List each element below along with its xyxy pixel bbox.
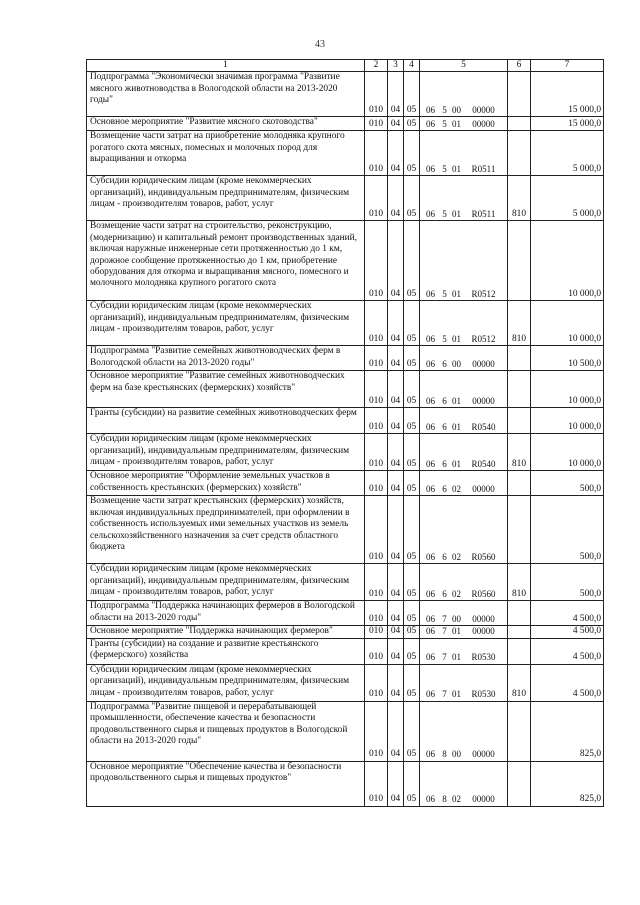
code-part: 00000 <box>472 359 495 369</box>
subsection-code: 05 <box>404 761 420 806</box>
code-part: 7 <box>442 689 447 700</box>
table-row <box>87 638 604 664</box>
target-article-code <box>420 701 508 761</box>
target-article-code <box>420 72 508 117</box>
row-description: Гранты (субсидии) на развитие семейных животноводческих ферм <box>87 408 365 434</box>
subsection-code: 05 <box>404 701 420 761</box>
code-part: 6 <box>442 589 447 599</box>
code-part: 00000 <box>472 626 495 637</box>
code-part: 7 <box>442 652 447 663</box>
code-part: 01 <box>452 396 461 406</box>
code-part: 06 <box>426 334 435 344</box>
section-code: 04 <box>388 761 404 806</box>
ministry-code: 010 <box>365 601 388 626</box>
code-part: 6 <box>442 552 447 562</box>
row-description: Основное мероприятие "Поддержка начинающих фермеров" <box>87 626 365 638</box>
row-description: Субсидии юридическим лицам (кроме некоммерческих организаций), индивидуальным предпринимателям, физическим лицам - производителям товаров, работ, услуг <box>87 564 365 601</box>
code-part: R0560 <box>471 552 496 562</box>
expense-type-code <box>508 626 531 638</box>
code-part: 01 <box>452 334 461 344</box>
section-code: 04 <box>388 131 404 176</box>
code-part: R0511 <box>471 209 496 219</box>
amount: 825,0 <box>531 761 604 806</box>
code-part: 01 <box>452 459 461 469</box>
ministry-code: 010 <box>365 701 388 761</box>
row-description: Субсидии юридическим лицам (кроме некоммерческих организаций), индивидуальным предпринимателям, физическим лицам - производителям товаров, работ, услуг <box>87 176 365 221</box>
table-row <box>87 496 604 564</box>
amount: 4 500,0 <box>531 664 604 701</box>
subsection-code: 05 <box>404 117 420 131</box>
ministry-code: 010 <box>365 471 388 496</box>
table-row <box>87 471 604 496</box>
target-article-code <box>420 131 508 176</box>
expense-type-code <box>508 72 531 117</box>
ministry-code: 010 <box>365 176 388 221</box>
amount: 10 000,0 <box>531 408 604 434</box>
section-code: 04 <box>388 664 404 701</box>
subsection-code: 05 <box>404 176 420 221</box>
code-part: 6 <box>442 359 447 369</box>
subsection-code: 05 <box>404 471 420 496</box>
code-part: R0530 <box>471 689 496 700</box>
code-part: 5 <box>442 105 447 115</box>
amount: 825,0 <box>531 701 604 761</box>
code-part: 06 <box>426 459 435 469</box>
code-part: 00000 <box>472 794 495 805</box>
code-part: 7 <box>442 626 447 637</box>
row-description: Подпрограмма "Поддержка начинающих фермеров в Вологодской области на 2013-2020 годы" <box>87 601 365 626</box>
row-description: Субсидии юридическим лицам (кроме некоммерческих организаций), индивидуальным предпринимателям, физическим лицам - производителям товаров, работ, услуг <box>87 664 365 701</box>
ministry-code: 010 <box>365 626 388 638</box>
expense-type-code: 810 <box>508 664 531 701</box>
section-code: 04 <box>388 434 404 471</box>
expense-type-code <box>508 701 531 761</box>
target-article-code <box>420 601 508 626</box>
table-row <box>87 221 604 301</box>
amount: 500,0 <box>531 471 604 496</box>
row-description: Основное мероприятие "Оформление земельных участков в собственность крестьянских (фермерских) хозяйств" <box>87 471 365 496</box>
code-part: 06 <box>426 164 435 174</box>
code-part: 00 <box>452 614 461 624</box>
amount: 10 500,0 <box>531 346 604 371</box>
section-code: 04 <box>388 408 404 434</box>
table-row <box>87 701 604 761</box>
table-row <box>87 626 604 638</box>
row-description: Возмещение части затрат крестьянских (фермерских) хозяйств, включая индивидуальных предпринимателей, при оформлении в собственность используемых ими земельных участков из земель сельскохозяйственного назначения за счет средств областного бюджета <box>87 496 365 564</box>
amount: 4 500,0 <box>531 626 604 638</box>
expense-type-code <box>508 601 531 626</box>
code-part: 06 <box>426 422 435 432</box>
column-header: 1 <box>87 60 365 72</box>
table-header-row <box>87 60 604 72</box>
amount: 4 500,0 <box>531 638 604 664</box>
code-part: 02 <box>452 552 461 562</box>
ministry-code: 010 <box>365 638 388 664</box>
expense-type-code <box>508 371 531 408</box>
subsection-code: 05 <box>404 601 420 626</box>
expense-type-code <box>508 131 531 176</box>
code-part: 00 <box>452 105 461 115</box>
expense-type-code: 810 <box>508 434 531 471</box>
expense-type-code: 810 <box>508 176 531 221</box>
table-row <box>87 346 604 371</box>
code-part: 7 <box>442 614 447 624</box>
section-code: 04 <box>388 72 404 117</box>
table-row <box>87 664 604 701</box>
row-description: Подпрограмма "Экономически значимая программа "Развитие мясного животноводства в Вологодской области на 2013-2020 годы" <box>87 72 365 117</box>
code-part: 06 <box>426 289 435 299</box>
code-part: 06 <box>426 119 435 129</box>
subsection-code: 05 <box>404 131 420 176</box>
target-article-code <box>420 638 508 664</box>
code-part: 6 <box>442 484 447 494</box>
code-part: 00000 <box>472 749 495 760</box>
section-code: 04 <box>388 221 404 301</box>
code-part: 06 <box>426 652 435 663</box>
amount: 5 000,0 <box>531 176 604 221</box>
ministry-code: 010 <box>365 564 388 601</box>
section-code: 04 <box>388 346 404 371</box>
expense-type-code <box>508 638 531 664</box>
table-row <box>87 72 604 117</box>
expense-type-code <box>508 346 531 371</box>
row-description: Основное мероприятие "Обеспечение качества и безопасности продовольственного сырья и пищевых продуктов" <box>87 761 365 806</box>
code-part: 01 <box>452 164 461 174</box>
target-article-code <box>420 221 508 301</box>
code-part: 01 <box>452 209 461 219</box>
column-header: 6 <box>508 60 531 72</box>
column-header: 5 <box>420 60 508 72</box>
amount: 15 000,0 <box>531 117 604 131</box>
target-article-code <box>420 371 508 408</box>
section-code: 04 <box>388 301 404 346</box>
code-part: 01 <box>452 689 461 700</box>
code-part: R0540 <box>471 459 496 469</box>
code-part: 01 <box>452 289 461 299</box>
section-code: 04 <box>388 638 404 664</box>
row-description: Основное мероприятие "Развитие семейных животноводческих ферм на базе крестьянских (фермерских) хозяйств" <box>87 371 365 408</box>
target-article-code <box>420 471 508 496</box>
expense-type-code <box>508 117 531 131</box>
expense-type-code <box>508 496 531 564</box>
row-description: Гранты (субсидии) на создание и развитие крестьянского (фермерского) хозяйства <box>87 638 365 664</box>
code-part: 01 <box>452 626 461 637</box>
target-article-code <box>420 626 508 638</box>
ministry-code: 010 <box>365 664 388 701</box>
section-code: 04 <box>388 371 404 408</box>
code-part: 6 <box>442 422 447 432</box>
code-part: 00 <box>452 749 461 760</box>
code-part: 01 <box>452 652 461 663</box>
code-part: 5 <box>442 334 447 344</box>
code-part: 00000 <box>472 396 495 406</box>
code-part: 01 <box>452 422 461 432</box>
row-description: Возмещение части затрат на приобретение молодняка крупного рогатого скота мясных, помесных и молочных пород для выращивания и откорма <box>87 131 365 176</box>
code-part: 00000 <box>472 105 495 115</box>
code-part: 00000 <box>472 119 495 129</box>
table-row <box>87 408 604 434</box>
code-part: 00000 <box>472 484 495 494</box>
code-part: 02 <box>452 484 461 494</box>
code-part: 5 <box>442 209 447 219</box>
subsection-code: 05 <box>404 496 420 564</box>
subsection-code: 05 <box>404 72 420 117</box>
subsection-code: 05 <box>404 371 420 408</box>
expense-type-code: 810 <box>508 564 531 601</box>
code-part: 01 <box>452 119 461 129</box>
amount: 10 000,0 <box>531 371 604 408</box>
code-part: 02 <box>452 589 461 599</box>
ministry-code: 010 <box>365 72 388 117</box>
target-article-code <box>420 117 508 131</box>
target-article-code <box>420 664 508 701</box>
code-part: 5 <box>442 164 447 174</box>
target-article-code <box>420 176 508 221</box>
row-description: Возмещение части затрат на строительство, реконструкцию, (модернизацию) и капитальный ремонт производственных зданий, включая наружные инженерные сети протяженностью до 1 км, дорожное сообщение протяженностью до 1 км, приобретение оборудования для откорма и выращивания мясного, помесного и молочного молодняка крупного рогатого скота <box>87 221 365 301</box>
amount: 500,0 <box>531 496 604 564</box>
code-part: 06 <box>426 484 435 494</box>
code-part: 8 <box>442 794 447 805</box>
target-article-code <box>420 408 508 434</box>
table-row <box>87 176 604 221</box>
ministry-code: 010 <box>365 408 388 434</box>
budget-table <box>86 59 604 807</box>
section-code: 04 <box>388 564 404 601</box>
column-header: 2 <box>365 60 388 72</box>
expense-type-code: 810 <box>508 301 531 346</box>
amount: 500,0 <box>531 564 604 601</box>
expense-type-code <box>508 761 531 806</box>
code-part: 06 <box>426 552 435 562</box>
expense-type-code <box>508 408 531 434</box>
ministry-code: 010 <box>365 117 388 131</box>
code-part: 06 <box>426 749 435 760</box>
page-number: 43 <box>315 39 325 50</box>
expense-type-code <box>508 471 531 496</box>
subsection-code: 05 <box>404 626 420 638</box>
table-row <box>87 371 604 408</box>
subsection-code: 05 <box>404 221 420 301</box>
code-part: 06 <box>426 359 435 369</box>
table-row <box>87 761 604 806</box>
ministry-code: 010 <box>365 761 388 806</box>
section-code: 04 <box>388 117 404 131</box>
amount: 10 000,0 <box>531 434 604 471</box>
subsection-code: 05 <box>404 664 420 701</box>
target-article-code <box>420 496 508 564</box>
code-part: 5 <box>442 119 447 129</box>
ministry-code: 010 <box>365 301 388 346</box>
subsection-code: 05 <box>404 408 420 434</box>
amount: 10 000,0 <box>531 301 604 346</box>
code-part: 00000 <box>472 614 495 624</box>
ministry-code: 010 <box>365 496 388 564</box>
code-part: R0512 <box>471 289 496 299</box>
table-row <box>87 434 604 471</box>
target-article-code <box>420 564 508 601</box>
subsection-code: 05 <box>404 301 420 346</box>
code-part: 06 <box>426 689 435 700</box>
code-part: R0530 <box>471 652 496 663</box>
code-part: 06 <box>426 589 435 599</box>
section-code: 04 <box>388 176 404 221</box>
code-part: R0560 <box>471 589 496 599</box>
table-row <box>87 117 604 131</box>
row-description: Субсидии юридическим лицам (кроме некоммерческих организаций), индивидуальным предпринимателям, физическим лицам - производителям товаров, работ, услуг <box>87 301 365 346</box>
section-code: 04 <box>388 701 404 761</box>
code-part: R0540 <box>471 422 496 432</box>
code-part: R0512 <box>471 334 496 344</box>
target-article-code <box>420 761 508 806</box>
subsection-code: 05 <box>404 346 420 371</box>
code-part: 8 <box>442 749 447 760</box>
table-row <box>87 301 604 346</box>
amount: 5 000,0 <box>531 131 604 176</box>
section-code: 04 <box>388 471 404 496</box>
target-article-code <box>420 434 508 471</box>
column-header: 4 <box>404 60 420 72</box>
code-part: 06 <box>426 794 435 805</box>
table-row <box>87 564 604 601</box>
code-part: 06 <box>426 105 435 115</box>
target-article-code <box>420 301 508 346</box>
ministry-code: 010 <box>365 346 388 371</box>
amount: 4 500,0 <box>531 601 604 626</box>
amount: 15 000,0 <box>531 72 604 117</box>
column-header: 7 <box>531 60 604 72</box>
code-part: 06 <box>426 396 435 406</box>
code-part: 5 <box>442 289 447 299</box>
section-code: 04 <box>388 626 404 638</box>
column-header: 3 <box>388 60 404 72</box>
table-row <box>87 131 604 176</box>
subsection-code: 05 <box>404 434 420 471</box>
code-part: 6 <box>442 396 447 406</box>
amount: 10 000,0 <box>531 221 604 301</box>
code-part: R0511 <box>471 164 496 174</box>
row-description: Основное мероприятие "Развитие мясного скотоводства" <box>87 117 365 131</box>
code-part: 00 <box>452 359 461 369</box>
row-description: Подпрограмма "Развитие пищевой и перерабатывающей промышленности, обеспечение качества и безопасности продовольственного сырья и пищевых продуктов в Вологодской области на 2013-2020 годы" <box>87 701 365 761</box>
ministry-code: 010 <box>365 221 388 301</box>
target-article-code <box>420 346 508 371</box>
subsection-code: 05 <box>404 564 420 601</box>
ministry-code: 010 <box>365 131 388 176</box>
row-description: Подпрограмма "Развитие семейных животноводческих ферм в Вологодской области на 2013-2020 годы" <box>87 346 365 371</box>
section-code: 04 <box>388 496 404 564</box>
row-description: Субсидии юридическим лицам (кроме некоммерческих организаций), индивидуальным предпринимателям, физическим лицам - производителям товаров, работ, услуг <box>87 434 365 471</box>
code-part: 06 <box>426 614 435 624</box>
table-row <box>87 601 604 626</box>
code-part: 02 <box>452 794 461 805</box>
code-part: 06 <box>426 626 435 637</box>
code-part: 06 <box>426 209 435 219</box>
expense-type-code <box>508 221 531 301</box>
ministry-code: 010 <box>365 371 388 408</box>
code-part: 6 <box>442 459 447 469</box>
section-code: 04 <box>388 601 404 626</box>
subsection-code: 05 <box>404 638 420 664</box>
ministry-code: 010 <box>365 434 388 471</box>
